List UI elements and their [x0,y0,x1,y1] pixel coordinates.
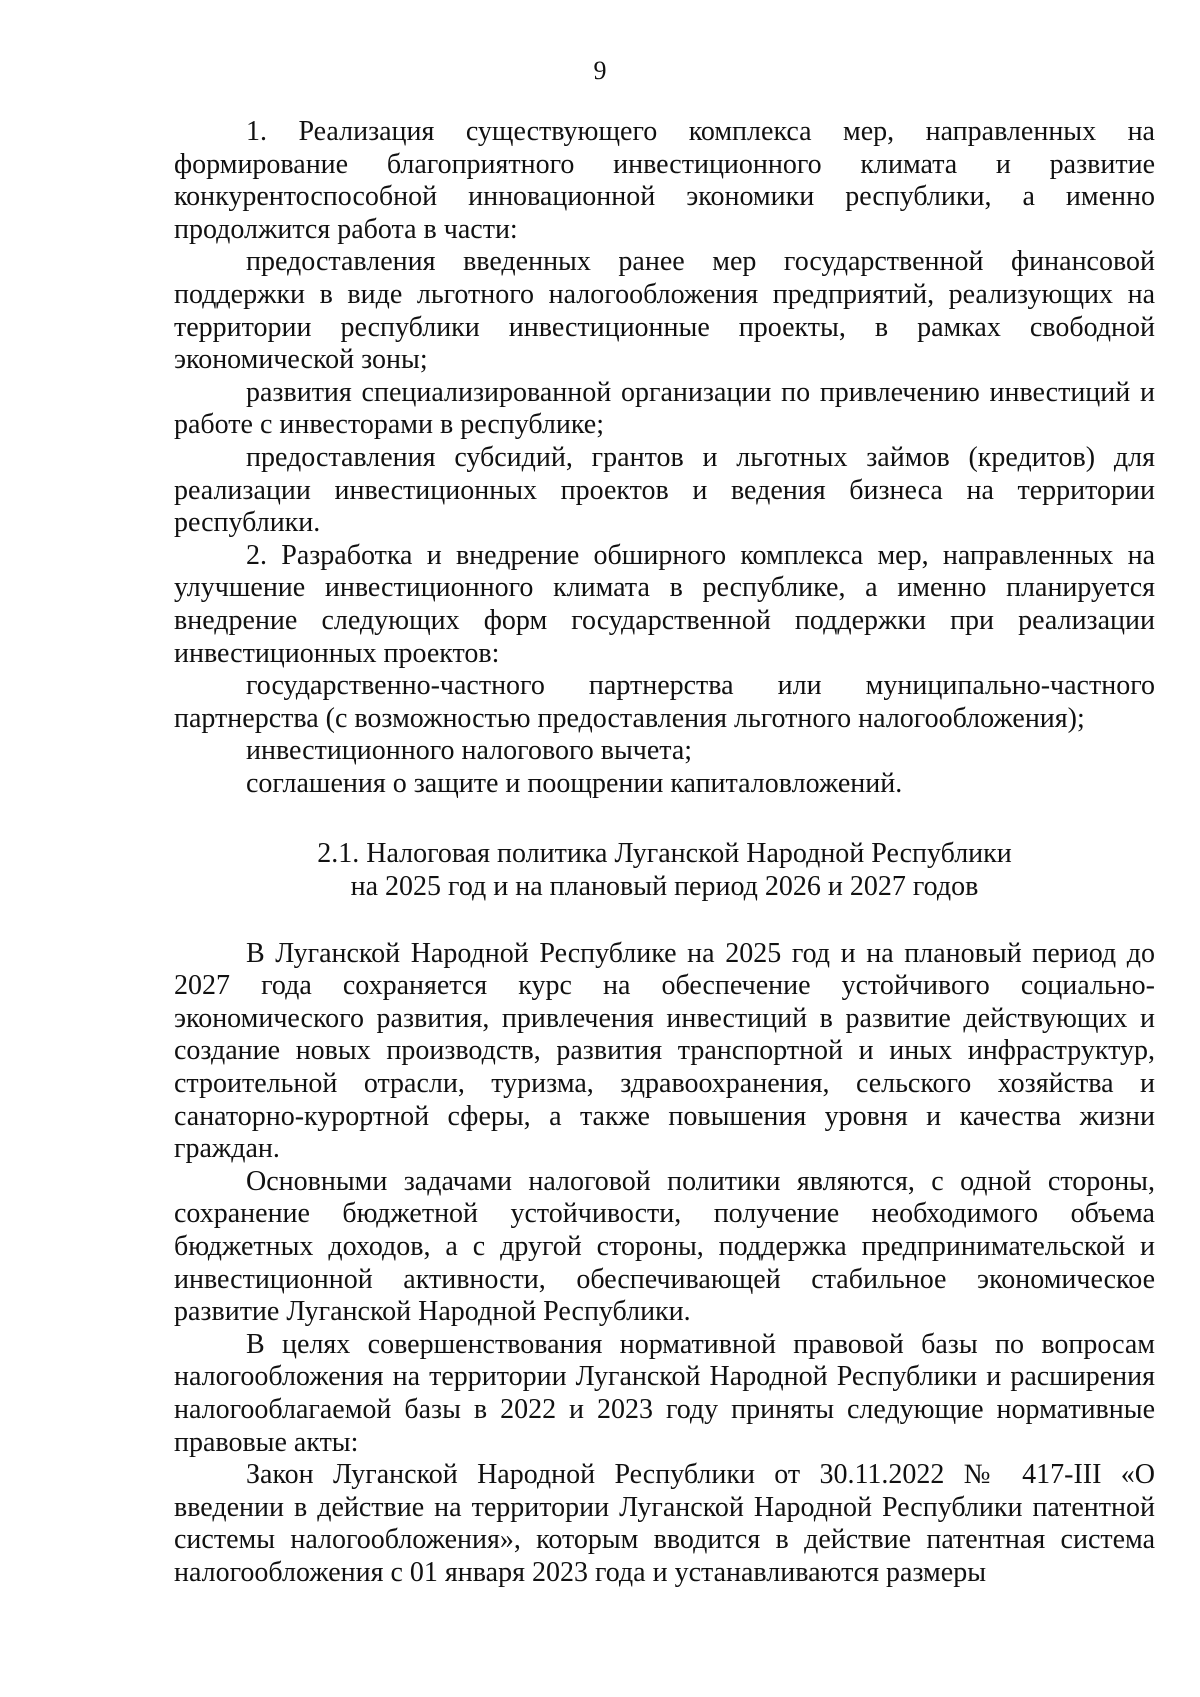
paragraph-measures-2: 2. Разработка и внедрение обширного комплекса мер, направленных на улучшение инвестиционного климата в республике, а именно планируется внедрение следующих форм государственной поддержки при реализации инвестиционных проектов: [174,539,1155,669]
section-heading [174,838,1155,903]
paragraph-investment-agreement: соглашения о защите и поощрении капиталовложений. [246,767,903,799]
paragraph-public-private-partnership: государственно-частного партнерства или муниципально-частного партнерства (с возможностью предоставления льготного налогообложения); [174,670,1155,734]
paragraph-measures-1: 1. Реализация существующего комплекса мер, направленных на формирование благоприятного инвестиционного климата и развитие конкурентоспособной инновационной экономики республики, а именно продолжится работа в части: [174,116,1155,245]
paragraph-regulatory-acts: В целях совершенствования нормативной правовой базы по вопросам налогообложения на территории Луганской Народной Республики и расширения налогооблагаемой базы в 2022 и 2023 году приняты следующие нормативные правовые акты: [174,1328,1155,1458]
paragraph-tax-deduction: инвестиционного налогового вычета; [246,735,693,767]
paragraph-specialized-organization: развития специализированной организации по привлечению инвестиций и работе с инвесторами в республике; [174,376,1155,441]
paragraph-financial-support: предоставления введенных ранее мер государственной финансовой поддержки в виде льготного налогообложения предприятий, реализующих на территории республики инвестиционные проекты, в рамках свободной экономической зоны; [174,246,1155,376]
paragraph-economic-course: В Луганской Народной Республике на 2025 год и на плановый период до 2027 года сохраняется курс на обеспечение устойчивого социально-экономического развития, привлечения инвестиций в развитие действующих и создание новых производств, развития транспортной и иных инфраструктур, строительной отрасли, туризма, здравоохранения, сельского хозяйства и санаторно-курортной сферы, а также повышения уровня и качества жизни граждан. [174,937,1155,1165]
section-heading-line-1: 2.1. Налоговая политика Луганской Народной Республики [317,838,1012,870]
paragraph-tax-policy-tasks: Основными задачами налоговой политики являются, с одной стороны, сохранение бюджетной устойчивости, получение необходимого объема бюджетных доходов, а с другой стороны, поддержка предпринимательской и инвестиционной активности, обеспечивающей стабильное экономическое развитие Луганской Народной Республики. [174,1165,1155,1328]
paragraph-law-417: Закон Луганской Народной Республики от 30.11.2022 № 417-III «О введении в действие на территории Луганской Народной Республики патентной системы налогообложения», которым вводится в действие патентная система налогообложения с 01 января 2023 года и устанавливаются размеры [174,1459,1155,1588]
section-heading-line-2: на 2025 год и на плановый период 2026 и 2027 годов [350,871,979,903]
document-body [174,116,1155,1590]
page-number: 9 [593,56,607,85]
paragraph-subsidies: предоставления субсидий, грантов и льготных займов (кредитов) для реализации инвестиционных проектов и ведения бизнеса на территории республики. [174,441,1155,539]
